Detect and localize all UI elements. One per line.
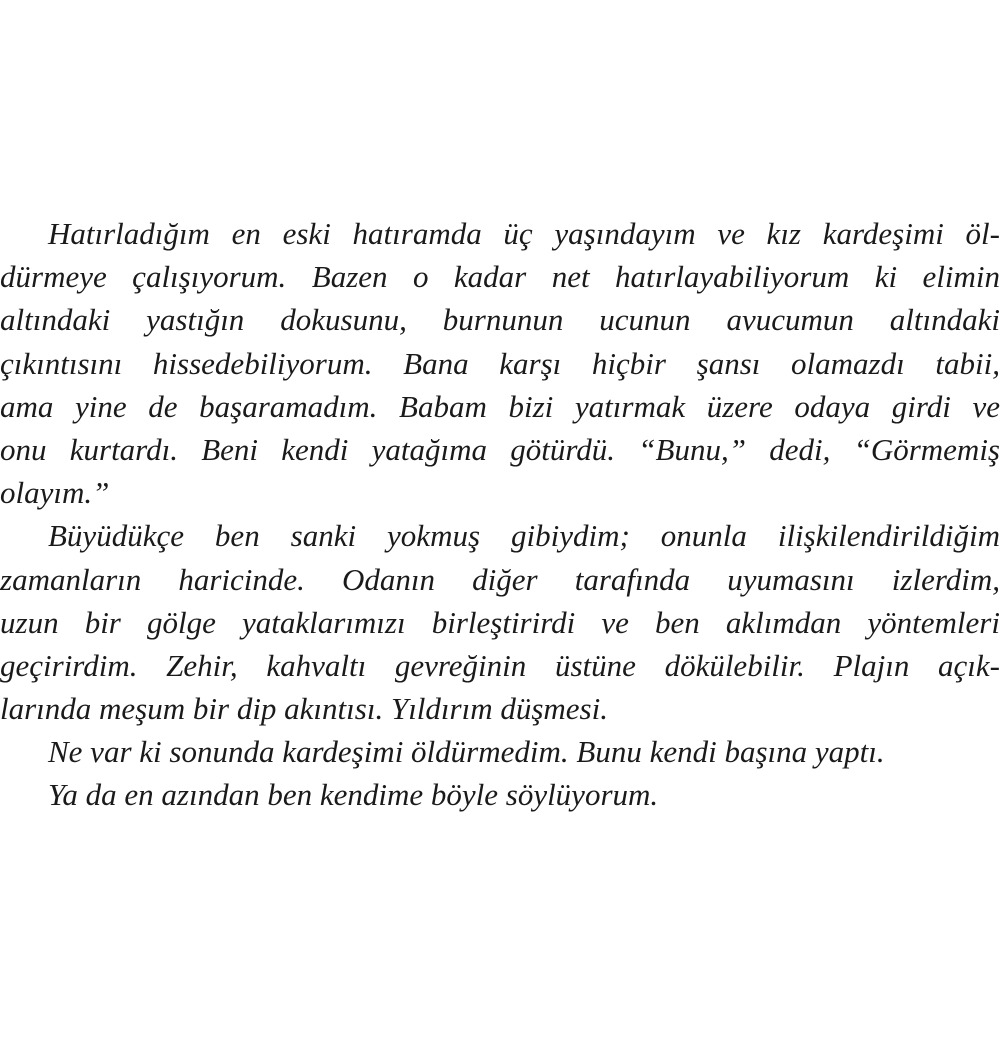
text-line: Ne var ki sonunda kardeşimi öldürmedim. Bunu kendi başına yaptı. [48, 734, 885, 770]
text-line: dürmeye çalışıyorum. Bazen o kadar net hatırlayabiliyorum ki elimin [0, 259, 1000, 295]
body-text [0, 212, 1000, 817]
paragraph-2 [0, 514, 1000, 730]
paragraph-4 [0, 773, 1000, 816]
text-line: onu kurtardı. Beni kendi yatağıma götürdü. “Bunu,” dedi, “Görmemiş [0, 431, 1000, 467]
paragraph-1 [0, 212, 1000, 514]
paragraph-3 [0, 730, 1000, 773]
text-line: geçirirdim. Zehir, kahvaltı gevreğinin üstüne dökülebilir. Plajın açık- [0, 647, 1000, 683]
text-line: Hatırladığım en eski hatıramda üç yaşındayım ve kız kardeşimi öl- [48, 216, 1000, 251]
text-line: larında meşum bir dip akıntısı. Yıldırım düşmesi. [0, 691, 608, 727]
text-line: olayım.” [0, 475, 110, 511]
text-line: Büyüdükçe ben sanki yokmuş gibiydim; onunla ilişkilendirildiğim [48, 518, 1000, 554]
text-line: ama yine de başaramadım. Babam bizi yatırmak üzere odaya girdi ve [0, 388, 1000, 424]
text-line: uzun bir gölge yataklarımızı birleştirirdi ve ben aklımdan yöntemleri [0, 604, 1000, 640]
text-line: Ya da en azından ben kendime böyle söylüyorum. [48, 777, 659, 813]
text-line: çıkıntısını hissedebiliyorum. Bana karşı hiçbir şansı olamazdı tabii, [0, 345, 1000, 381]
text-line: altındaki yastığın dokusunu, burnunun ucunun avucumun altındaki [0, 302, 1000, 338]
text-line: zamanların haricinde. Odanın diğer tarafında uyumasını izlerdim, [0, 561, 1000, 597]
